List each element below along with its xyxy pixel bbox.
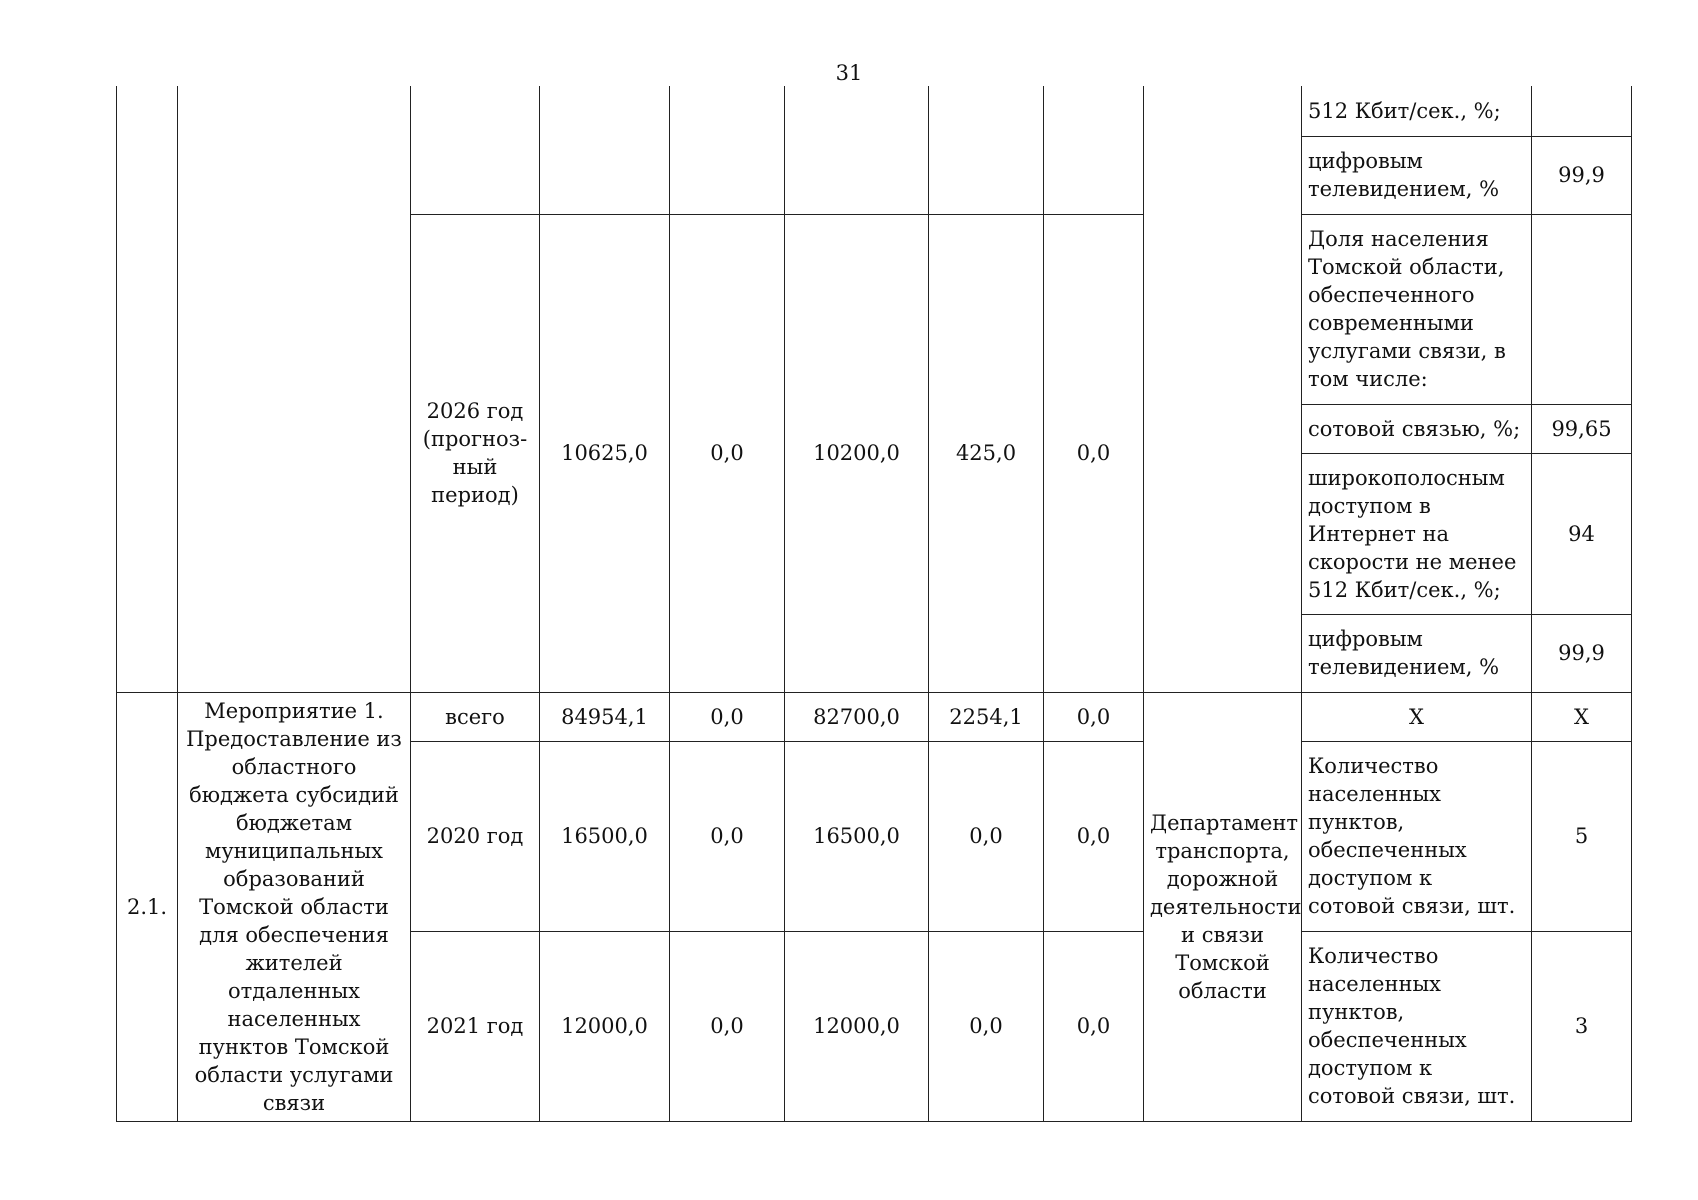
- cont-total-cell: [540, 86, 670, 214]
- regional-cell: 12000,0: [785, 931, 929, 1121]
- cont-name-cell: [178, 86, 411, 692]
- value-cell: 5: [1532, 741, 1632, 931]
- indicator-cell: 512 Кбит/сек., %;: [1302, 86, 1532, 136]
- federal-cell: 0,0: [670, 214, 785, 692]
- cont-executor-cell: [1144, 86, 1302, 692]
- indicator-cell: сотовой связью, %;: [1302, 404, 1532, 453]
- federal-cell: 0,0: [670, 741, 785, 931]
- other-cell: 0,0: [1044, 741, 1144, 931]
- value-cell: [1532, 86, 1632, 136]
- program-table: [116, 86, 1632, 1122]
- regional-cell: 16500,0: [785, 741, 929, 931]
- value-cell: 99,65: [1532, 404, 1632, 453]
- indicator-cell: Х: [1302, 692, 1532, 741]
- other-cell: 0,0: [1044, 692, 1144, 741]
- table-row: [117, 86, 1632, 136]
- table-row: [117, 692, 1632, 741]
- executor-cell: Департамент транспорта, дорожной деятельности и связи Томской области: [1144, 692, 1302, 1121]
- regional-cell: 82700,0: [785, 692, 929, 741]
- indicator-cell: цифровым телевидением, %: [1302, 136, 1532, 214]
- cont-federal-cell: [670, 86, 785, 214]
- value-cell: 99,9: [1532, 614, 1632, 692]
- value-cell: 3: [1532, 931, 1632, 1121]
- cont-number-cell: [117, 86, 178, 692]
- federal-cell: 0,0: [670, 692, 785, 741]
- page-number: 31: [835, 61, 863, 85]
- value-cell: [1532, 214, 1632, 404]
- period-cell: 2026 год (прогноз-ный период): [411, 214, 540, 692]
- total-cell: 10625,0: [540, 214, 670, 692]
- period-cell: всего: [411, 692, 540, 741]
- federal-cell: 0,0: [670, 931, 785, 1121]
- other-cell: 0,0: [1044, 931, 1144, 1121]
- value-cell: 94: [1532, 453, 1632, 614]
- total-cell: 16500,0: [540, 741, 670, 931]
- value-cell: 99,9: [1532, 136, 1632, 214]
- measure-number: 2.1.: [117, 692, 178, 1121]
- indicator-cell: Количество населенных пунктов, обеспеченных доступом к сотовой связи, шт.: [1302, 931, 1532, 1121]
- local-cell: 425,0: [929, 214, 1044, 692]
- local-cell: 0,0: [929, 931, 1044, 1121]
- value-cell: Х: [1532, 692, 1632, 741]
- cont-period-cell: [411, 86, 540, 214]
- cont-other-cell: [1044, 86, 1144, 214]
- period-cell: 2020 год: [411, 741, 540, 931]
- total-cell: 84954,1: [540, 692, 670, 741]
- cont-regional-cell: [785, 86, 929, 214]
- indicator-cell: цифровым телевидением, %: [1302, 614, 1532, 692]
- cont-local-cell: [929, 86, 1044, 214]
- local-cell: 2254,1: [929, 692, 1044, 741]
- measure-name: Мероприятие 1. Предоставление из областного бюджета субсидий бюджетам муниципальных образований Томской области для обеспечения жителей отдаленных населенных пунктов Томской области услугами связи: [178, 692, 411, 1121]
- local-cell: 0,0: [929, 741, 1044, 931]
- regional-cell: 10200,0: [785, 214, 929, 692]
- period-cell: 2021 год: [411, 931, 540, 1121]
- indicator-cell: Доля населения Томской области, обеспеченного современными услугами связи, в том числе:: [1302, 214, 1532, 404]
- indicator-cell: Количество населенных пунктов, обеспеченных доступом к сотовой связи, шт.: [1302, 741, 1532, 931]
- other-cell: 0,0: [1044, 214, 1144, 692]
- indicator-cell: широкополосным доступом в Интернет на скорости не менее 512 Кбит/сек., %;: [1302, 453, 1532, 614]
- total-cell: 12000,0: [540, 931, 670, 1121]
